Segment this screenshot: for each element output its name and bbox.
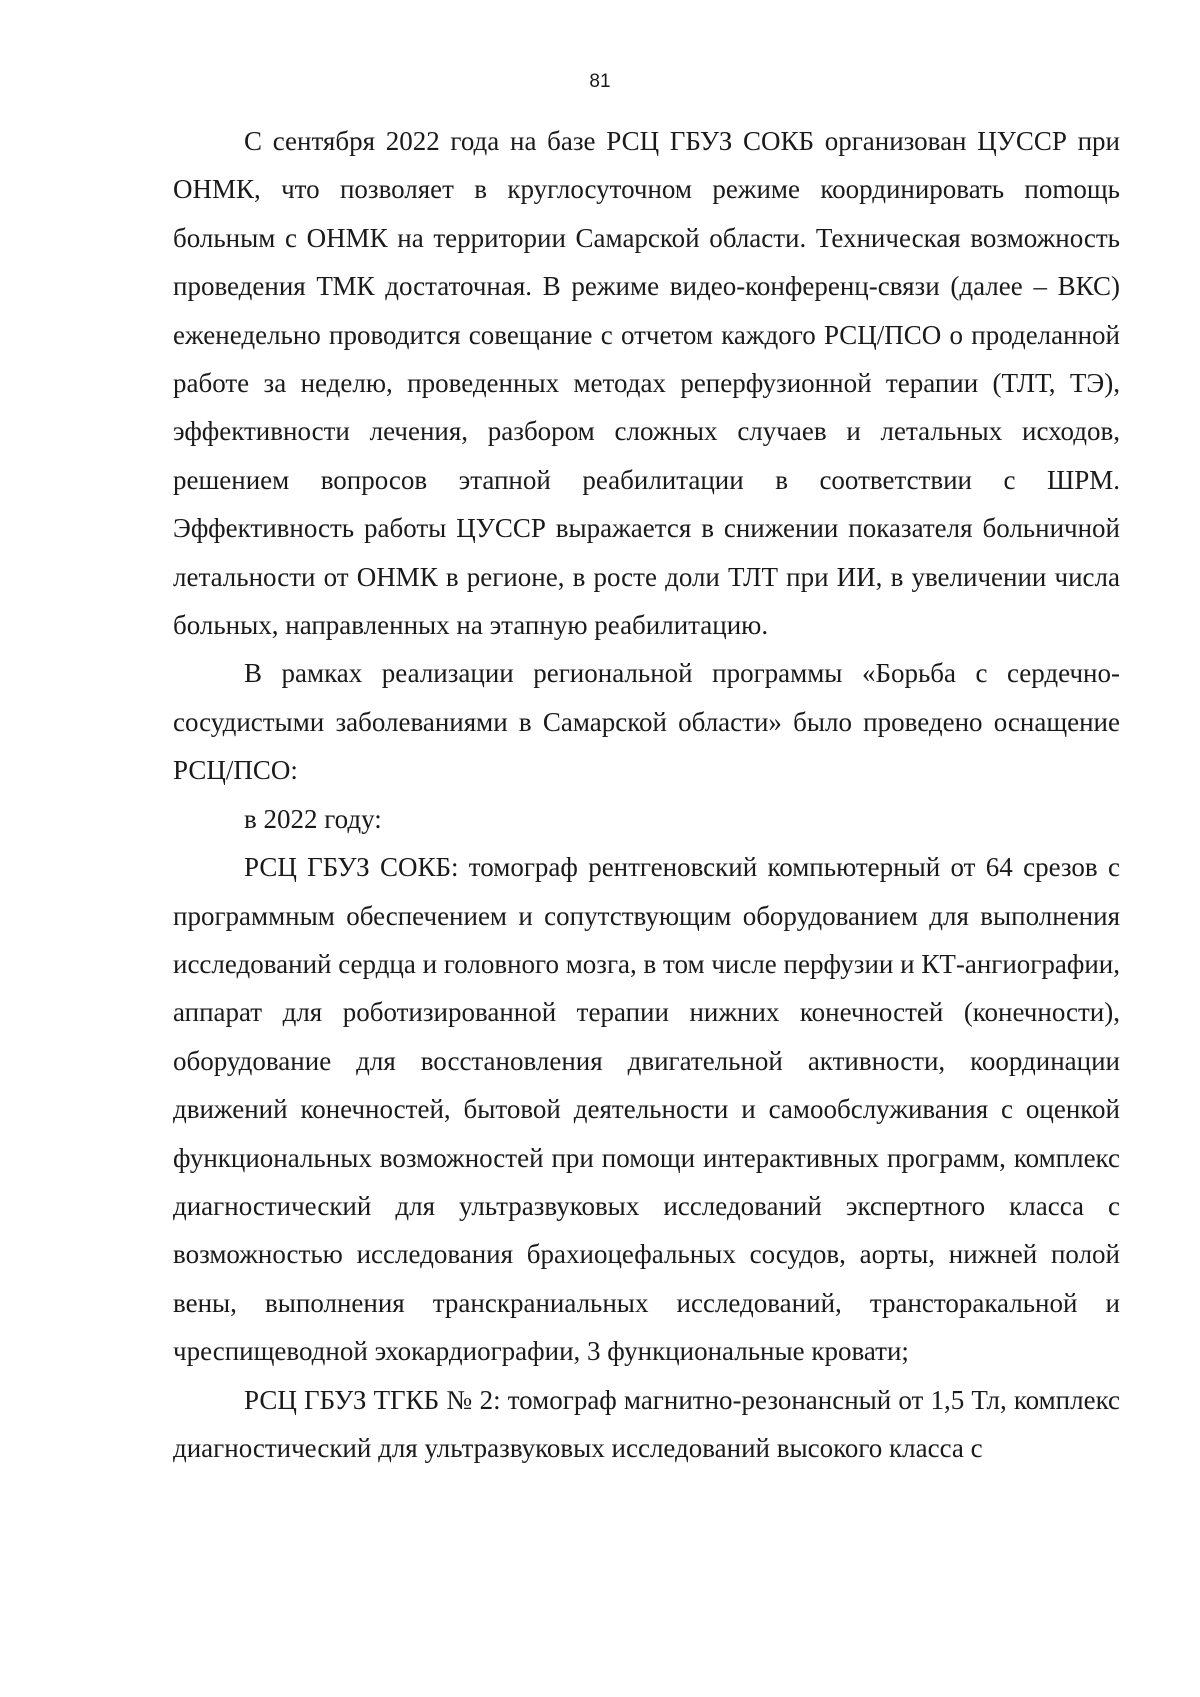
paragraph-equipment-intro: В рамках реализации региональной программы «Борьба с сердечно-сосудистыми заболеваниями в Самарской области» было проведено оснащение РСЦ/ПСО: (173, 658, 1120, 786)
paragraph-rsc-sokb: РСЦ ГБУЗ СОКБ: томограф рентгеновский компьютерный от 64 срезов с программным обеспечением и сопутствующим оборудованием для выполнения исследований сердца и головного мозга, в том числе перфузии и КТ-ангиографии, аппарат для роботизированной терапии нижних конечностей (конечности), оборудование для восстановления двигательной активности, координации движений конечностей, бытовой деятельности и самообслуживания с оценкой функциональных возможностей при помощи интерактивных программ, комплекс диагностический для ультразвуковых исследований экспертного класса с возможностью исследования брахиоцефальных сосудов, аорты, нижней полой вены, выполнения транскраниальных исследований, трансторакальной и чреспищеводной эхокардиографии, 3 функциональные кровати; (173, 852, 1120, 1367)
paragraph-year-2022: в 2022 году: (244, 803, 382, 834)
document-body (173, 117, 1120, 1472)
paragraph-rsc-tgkb: РСЦ ГБУЗ ТГКБ № 2: томограф магнитно-резонансный от 1,5 Тл, комплекс диагностический для ультразвуковых исследований высокого класса с (173, 1384, 1120, 1463)
paragraph-tsussr: С сентября 2022 года на базе РСЦ ГБУЗ СОКБ организован ЦУССР при ОНМК, что позволяет в круглосуточном режиме координировать поmощь больным с ОНМК на территории Самарской области. Техническая возможность проведения ТМК достаточная. В режиме видео-конференц-связи (далее – ВКС) еженедельно проводится совещание с отчетом каждого РСЦ/ПСО о проделанной работе за неделю, проведенных методах реперфузионной терапии (ТЛТ, ТЭ), эффективности лечения, разбором сложных случаев и летальных исходов, решением вопросов этапной реабилитации в соответствии с ШРМ. Эффективность работы ЦУССР выражается в снижении показателя больничной летальности от ОНМК в регионе, в росте доли ТЛТ при ИИ, в увеличении числа больных, направленных на этапную реабилитацию. (173, 126, 1120, 641)
page-number: 81 (589, 71, 611, 92)
